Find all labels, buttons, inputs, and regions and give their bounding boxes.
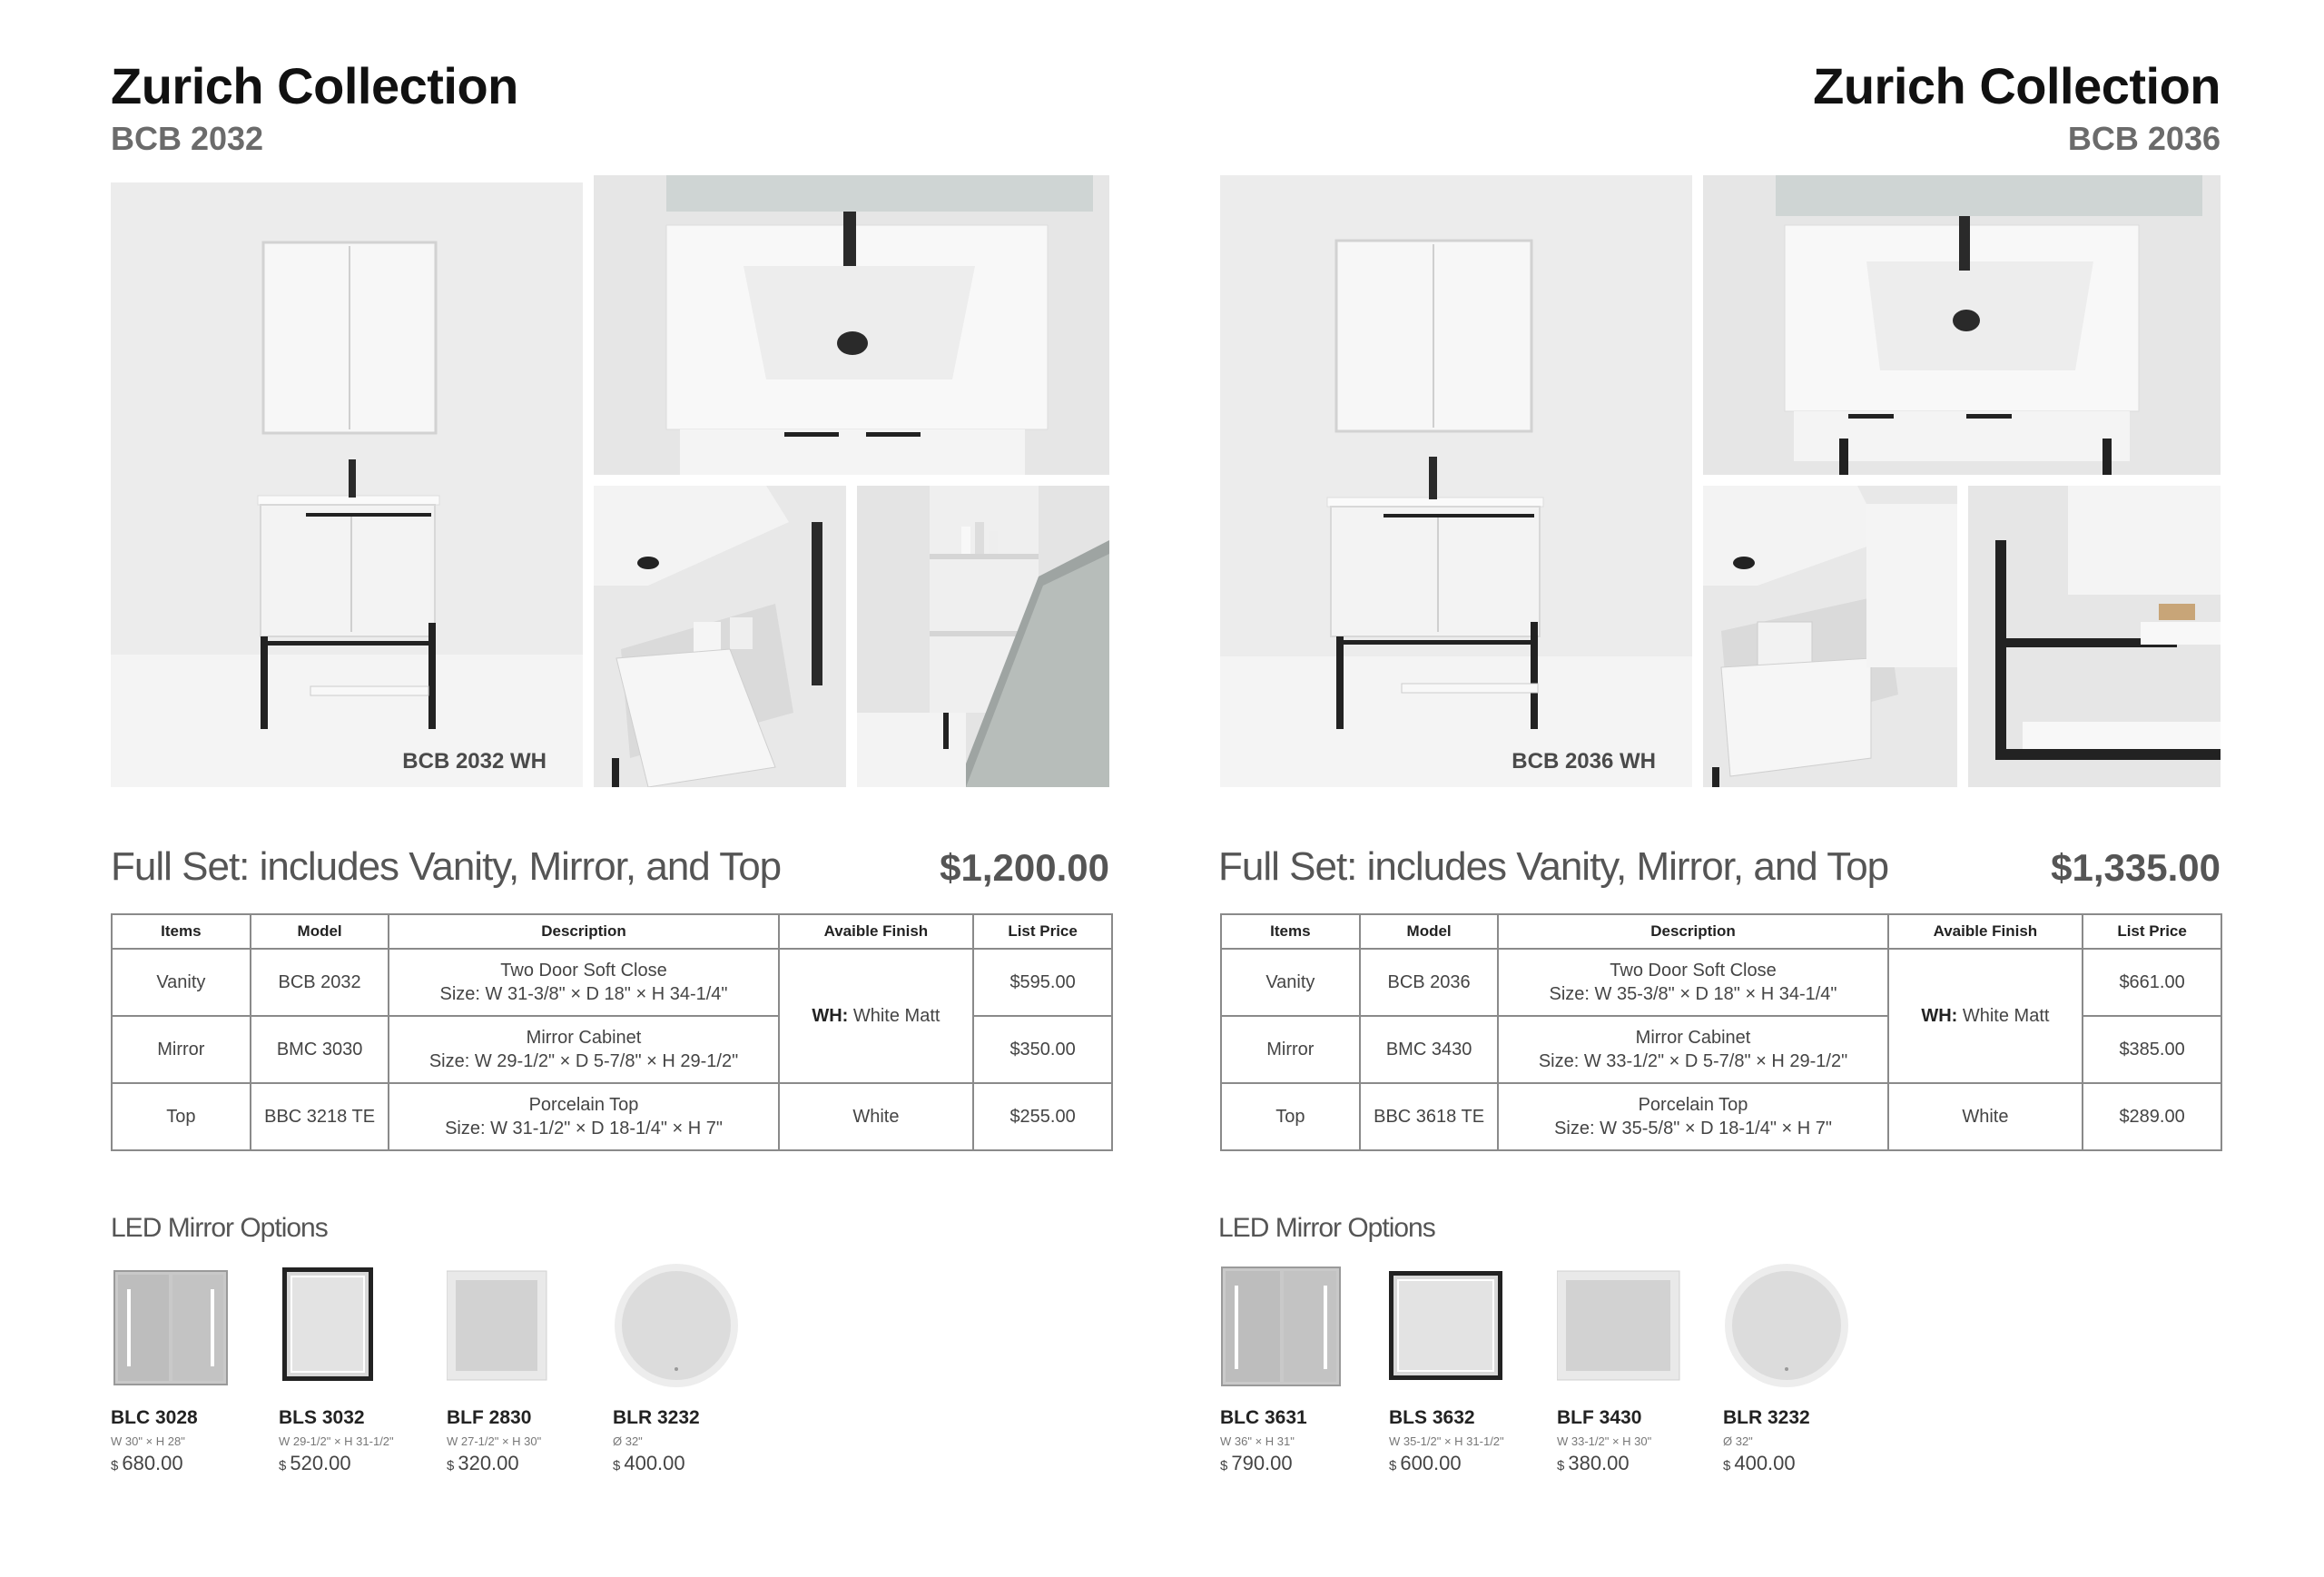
led-option-card [111, 1262, 274, 1475]
header-model: Model [1360, 914, 1499, 949]
led-model: BLF 2830 [447, 1407, 532, 1428]
led-price-value: 400.00 [1734, 1452, 1796, 1474]
cell-item: Vanity [112, 949, 251, 1016]
led-model: BLC 3631 [1220, 1407, 1307, 1428]
sink-top-photo [594, 175, 1109, 475]
currency: $ [1220, 1458, 1228, 1474]
led-frosted-image [1557, 1262, 1684, 1389]
led-price [447, 1452, 610, 1475]
cell-description [389, 1083, 778, 1150]
cell-finish [779, 949, 974, 1083]
led-options-title: LED Mirror Options [1218, 1213, 1435, 1243]
cell-finish: White [779, 1083, 974, 1150]
full-set-heading: Full Set: includes Vanity, Mirror, and Top [1218, 844, 1889, 889]
led-cabinet-image [1220, 1262, 1347, 1389]
cell-model: BCB 2032 [251, 949, 389, 1016]
header-items: Items [112, 914, 251, 949]
finish-code: WH: [1921, 1006, 1958, 1026]
model-subtitle: BCB 2036 [2067, 120, 2221, 157]
header-finish: Avaible Finish [779, 914, 974, 949]
vanity-main-photo [1220, 175, 1692, 787]
cell-finish: White [1888, 1083, 2083, 1150]
cell-item: Vanity [1221, 949, 1360, 1016]
open-drawer-photo [1703, 486, 1957, 787]
led-dimensions: W 27-1/2" × H 30" [447, 1434, 542, 1448]
led-cabinet-image [111, 1262, 238, 1389]
led-option-card [447, 1262, 610, 1475]
table-row [112, 949, 1112, 1016]
model-subtitle: BCB 2032 [111, 120, 264, 157]
led-frosted-image [447, 1262, 574, 1389]
header-description: Description [1498, 914, 1887, 949]
led-price [111, 1452, 274, 1475]
cell-description [1498, 949, 1887, 1016]
led-price [613, 1452, 776, 1475]
full-set-price: $1,335.00 [2051, 846, 2221, 889]
led-price [1220, 1452, 1384, 1475]
desc-line: Porcelain Top [528, 1095, 639, 1115]
desc-size: Size: W 35-5/8" × D 18-1/4" × H 7" [1554, 1119, 1832, 1138]
led-round-image [613, 1262, 740, 1389]
led-price-value: 680.00 [122, 1452, 183, 1474]
header-items: Items [1221, 914, 1360, 949]
led-dimensions: W 29-1/2" × H 31-1/2" [279, 1434, 394, 1448]
cell-model: BMC 3030 [251, 1016, 389, 1083]
cell-finish [1888, 949, 2083, 1083]
spec-table [1220, 913, 2222, 1151]
table-header-row [1221, 914, 2221, 949]
led-dimensions: W 30" × H 28" [111, 1434, 185, 1448]
currency: $ [111, 1458, 119, 1474]
full-set-price: $1,200.00 [940, 846, 1109, 889]
cell-description [1498, 1016, 1887, 1083]
desc-size: Size: W 35-3/8" × D 18" × H 34-1/4" [1549, 984, 1837, 1004]
led-round-image [1723, 1262, 1850, 1389]
table-row [1221, 949, 2221, 1016]
led-price-value: 380.00 [1568, 1452, 1630, 1474]
cell-model: BBC 3218 TE [251, 1083, 389, 1150]
table-row [1221, 1083, 2221, 1150]
cell-description [1498, 1083, 1887, 1150]
led-price-value: 520.00 [290, 1452, 351, 1474]
currency: $ [279, 1458, 287, 1474]
header-price: List Price [973, 914, 1112, 949]
spec-table [111, 913, 1113, 1151]
currency: $ [613, 1458, 621, 1474]
led-option-card [279, 1262, 442, 1475]
led-model: BLS 3032 [279, 1407, 365, 1428]
mirror-cabinet-photo [857, 486, 1109, 787]
desc-size: Size: W 31-1/2" × D 18-1/4" × H 7" [445, 1119, 723, 1138]
led-dimensions: Ø 32" [613, 1434, 643, 1448]
currency: $ [1723, 1458, 1731, 1474]
collection-title: Zurich Collection [1813, 57, 2221, 114]
led-option-card [613, 1262, 776, 1475]
cell-item: Top [112, 1083, 251, 1150]
cell-price: $385.00 [2083, 1016, 2221, 1083]
cell-price: $255.00 [973, 1083, 1112, 1150]
led-dimensions: Ø 32" [1723, 1434, 1753, 1448]
cell-model: BBC 3618 TE [1360, 1083, 1499, 1150]
led-model: BLR 3232 [1723, 1407, 1810, 1428]
header-price: List Price [2083, 914, 2221, 949]
led-price-value: 400.00 [624, 1452, 685, 1474]
header-finish: Avaible Finish [1888, 914, 2083, 949]
cell-price: $350.00 [973, 1016, 1112, 1083]
led-options-title: LED Mirror Options [111, 1213, 328, 1243]
vanity-main-photo [111, 182, 583, 787]
led-price-value: 320.00 [458, 1452, 519, 1474]
desc-line: Two Door Soft Close [1610, 961, 1777, 981]
cell-description [389, 949, 778, 1016]
desc-line: Mirror Cabinet [526, 1028, 642, 1048]
led-dimensions: W 33-1/2" × H 30" [1557, 1434, 1652, 1448]
desc-size: Size: W 31-3/8" × D 18" × H 34-1/4" [439, 984, 728, 1004]
cell-price: $661.00 [2083, 949, 2221, 1016]
led-model: BLS 3632 [1389, 1407, 1475, 1428]
led-price-value: 790.00 [1231, 1452, 1293, 1474]
cell-price: $595.00 [973, 949, 1112, 1016]
led-option-card [1389, 1262, 1552, 1475]
led-price [1389, 1452, 1552, 1475]
header-model: Model [251, 914, 389, 949]
led-option-card [1220, 1262, 1384, 1475]
cell-price: $289.00 [2083, 1083, 2221, 1150]
led-dimensions: W 35-1/2" × H 31-1/2" [1389, 1434, 1504, 1448]
collection-title: Zurich Collection [111, 57, 518, 114]
full-set-heading: Full Set: includes Vanity, Mirror, and Top [111, 844, 782, 889]
finish-text: White Matt [852, 1006, 940, 1026]
table-header-row [112, 914, 1112, 949]
cell-description [389, 1016, 778, 1083]
cell-item: Mirror [112, 1016, 251, 1083]
cell-model: BMC 3430 [1360, 1016, 1499, 1083]
led-dimensions: W 36" × H 31" [1220, 1434, 1295, 1448]
currency: $ [1557, 1458, 1565, 1474]
led-price [1557, 1452, 1720, 1475]
led-model: BLF 3430 [1557, 1407, 1642, 1428]
open-drawer-photo [594, 486, 846, 787]
desc-size: Size: W 29-1/2" × D 5-7/8" × H 29-1/2" [428, 1051, 739, 1071]
desc-line: Two Door Soft Close [500, 961, 667, 981]
main-photo-label: BCB 2032 WH [402, 749, 547, 774]
led-black-frame-image [279, 1262, 406, 1389]
sink-top-photo [1703, 175, 2221, 475]
currency: $ [1389, 1458, 1397, 1474]
led-black-frame-image [1389, 1262, 1516, 1389]
cell-item: Top [1221, 1083, 1360, 1150]
table-row [112, 1083, 1112, 1150]
cell-model: BCB 2036 [1360, 949, 1499, 1016]
led-price-value: 600.00 [1400, 1452, 1462, 1474]
header-description: Description [389, 914, 778, 949]
led-model: BLC 3028 [111, 1407, 198, 1428]
desc-line: Mirror Cabinet [1635, 1028, 1751, 1048]
desc-size: Size: W 33-1/2" × D 5-7/8" × H 29-1/2" [1538, 1051, 1848, 1071]
open-shelf-photo [1968, 486, 2221, 787]
led-price [279, 1452, 442, 1475]
currency: $ [447, 1458, 455, 1474]
finish-code: WH: [812, 1006, 849, 1026]
desc-line: Porcelain Top [1638, 1095, 1748, 1115]
catalog-page-right [1162, 0, 2324, 1577]
led-model: BLR 3232 [613, 1407, 700, 1428]
led-price [1723, 1452, 1886, 1475]
led-option-card [1723, 1262, 1886, 1475]
finish-text: White Matt [1962, 1006, 2050, 1026]
main-photo-label: BCB 2036 WH [1512, 749, 1656, 774]
led-option-card [1557, 1262, 1720, 1475]
cell-item: Mirror [1221, 1016, 1360, 1083]
